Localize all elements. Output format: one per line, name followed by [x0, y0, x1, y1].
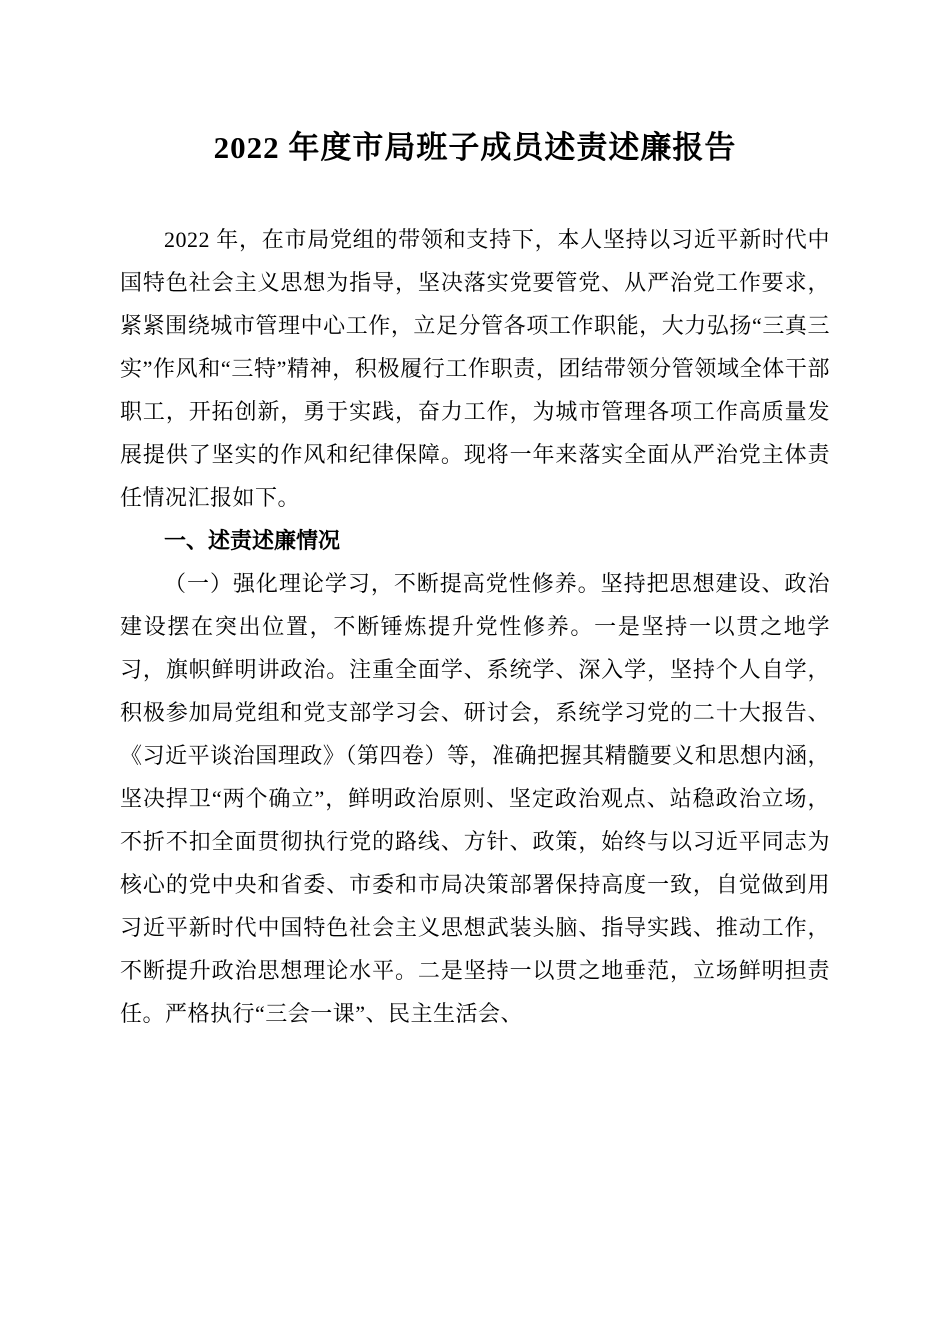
section-heading-1: 一、述责述廉情况 [164, 528, 341, 554]
intro-paragraph: 2022 年，在市局党组的带领和支持下，本人坚持以习近平新时代中国特色社会主义思想为指导，坚决落实党要管党、从严治党工作要求，紧紧围绕城市管理中心工作，立足分管各项工作职能，大力弘扬“三真三实”作风和“三特”精神，积极履行工作职责，团结带领分管领域全体干部职工，开拓创新，勇于实践，奋力工作，为城市管理各项工作高质量发展提供了坚实的作风和纪律保障。现将一年来落实全面从严治党主体责任情况汇报如下。 [120, 227, 830, 511]
document-title: 2022 年度市局班子成员述责述廉报告 [213, 130, 737, 165]
body-paragraph-1: （一）强化理论学习，不断提高党性修养。坚持把思想建设、政治建设摆在突出位置，不断锤炼提升党性修养。一是坚持一以贯之地学习，旗帜鲜明讲政治。注重全面学、系统学、深入学，坚持个人自学，积极参加局党组和党支部学习会、研讨会，系统学习党的二十大报告、《习近平谈治国理政》（第四卷）等，准确把握其精髓要义和思想内涵，坚决捍卫“两个确立”，鲜明政治原则、坚定政治观点、站稳政治立场，不折不扣全面贯彻执行党的路线、方针、政策，始终与以习近平同志为核心的党中央和省委、市委和市局决策部署保持高度一致，自觉做到用习近平新时代中国特色社会主义思想武装头脑、指导实践、推动工作，不断提升政治思想理论水平。二是坚持一以贯之地垂范，立场鲜明担责任。严格执行“三会一课”、民主生活会、 [120, 571, 830, 1027]
